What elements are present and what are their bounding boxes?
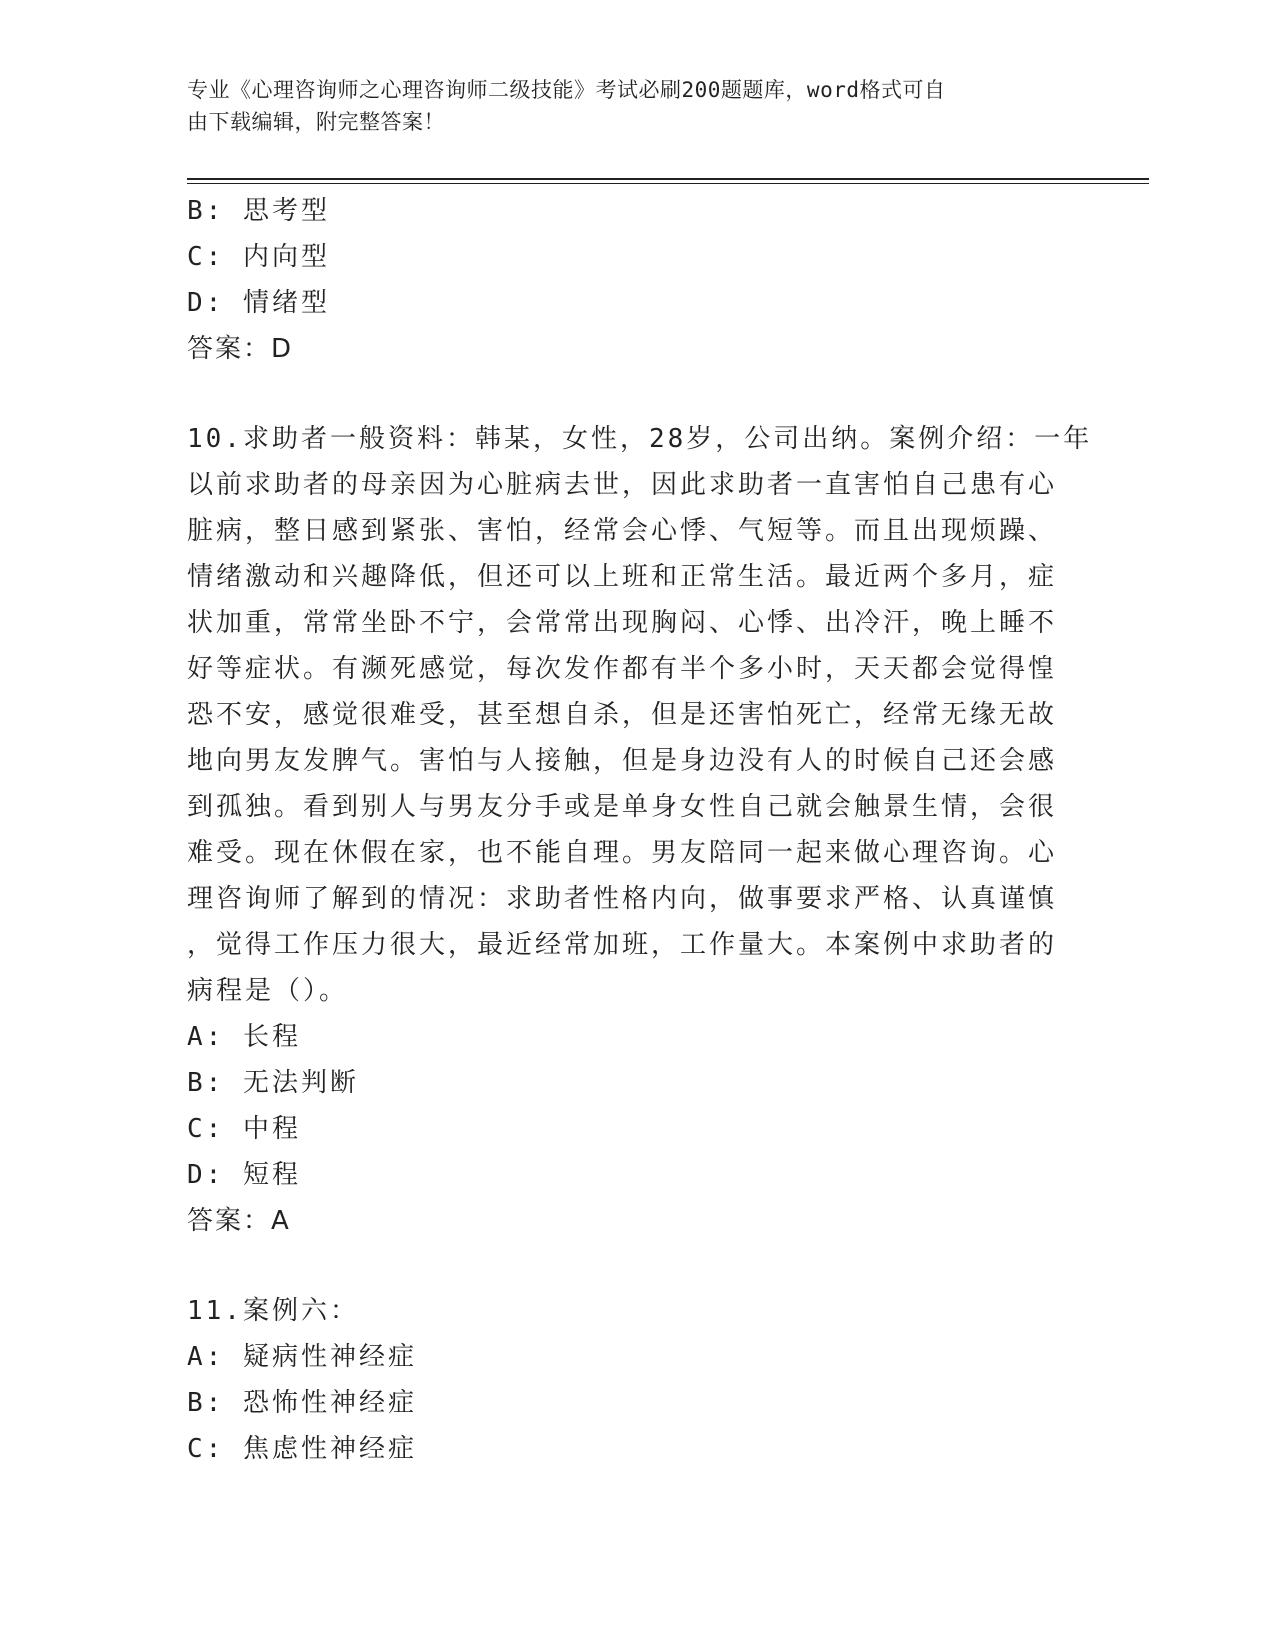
- option-c: C: 中程: [187, 1114, 301, 1144]
- header-line-2: 由下载编辑，附完整答案！: [187, 110, 445, 134]
- answer-label: 答案：A: [187, 1206, 291, 1236]
- question-10-line: 到孤独。看到别人与男友分手或是单身女性自己就会触景生情，会很: [187, 792, 1058, 822]
- question-10-block: [187, 416, 1093, 1244]
- option-a: A: 长程: [187, 1022, 301, 1052]
- header-divider-thick: [187, 178, 1149, 180]
- question-10-line: 状加重，常常坐卧不宁，会常常出现胸闷、心悸、出冷汗，晚上睡不: [187, 608, 1058, 638]
- question-content: [187, 188, 1093, 1472]
- question-11-stem: 11.案例六：: [187, 1296, 359, 1326]
- header-line-1: 专业《心理咨询师之心理咨询师二级技能》考试必刷200题题库，word格式可自: [187, 78, 946, 102]
- answer-label: 答案：D: [187, 334, 294, 364]
- option-d: D: 情绪型: [187, 288, 330, 318]
- question-10-line: 病程是（）。: [187, 976, 349, 1006]
- option-d: D: 短程: [187, 1160, 301, 1190]
- question-11-block: [187, 1288, 1087, 1472]
- question-10-line: ，觉得工作压力很大，最近经常加班，工作量大。本案例中求助者的: [187, 930, 1058, 960]
- question-10-line: 难受。现在休假在家，也不能自理。男友陪同一起来做心理咨询。心: [187, 838, 1058, 868]
- question-10-line: 理咨询师了解到的情况：求助者性格内向，做事要求严格、认真谨慎: [187, 884, 1058, 914]
- option-c: C: 焦虑性神经症: [187, 1434, 417, 1464]
- question-10-line: 情绪激动和兴趣降低，但还可以上班和正常生活。最近两个多月，症: [187, 562, 1058, 592]
- option-c: C: 内向型: [187, 242, 330, 272]
- question-10-line: 以前求助者的母亲因为心脏病去世，因此求助者一直害怕自己患有心: [187, 470, 1058, 500]
- question-10-line: 恐不安，感觉很难受，甚至想自杀，但是还害怕死亡，经常无缘无故: [187, 700, 1058, 730]
- option-b: B: 无法判断: [187, 1068, 359, 1098]
- option-b: B: 恐怖性神经症: [187, 1388, 417, 1418]
- header-divider-thin: [187, 183, 1149, 184]
- question-10-line: 好等症状。有濒死感觉，每次发作都有半个多小时，天天都会觉得惶: [187, 654, 1058, 684]
- document-header: [187, 74, 1067, 138]
- option-b: B: 思考型: [187, 196, 330, 226]
- question-10-line: 10.求助者一般资料：韩某，女性，28岁，公司出纳。案例介绍：一年: [187, 424, 1093, 454]
- previous-question-block: [187, 188, 1087, 372]
- question-10-line: 脏病，整日感到紧张、害怕，经常会心悸、气短等。而且出现烦躁、: [187, 516, 1058, 546]
- question-10-line: 地向男友发脾气。害怕与人接触，但是身边没有人的时候自己还会感: [187, 746, 1058, 776]
- option-a: A: 疑病性神经症: [187, 1342, 417, 1372]
- spacer: [187, 1244, 1087, 1288]
- spacer: [187, 372, 1087, 416]
